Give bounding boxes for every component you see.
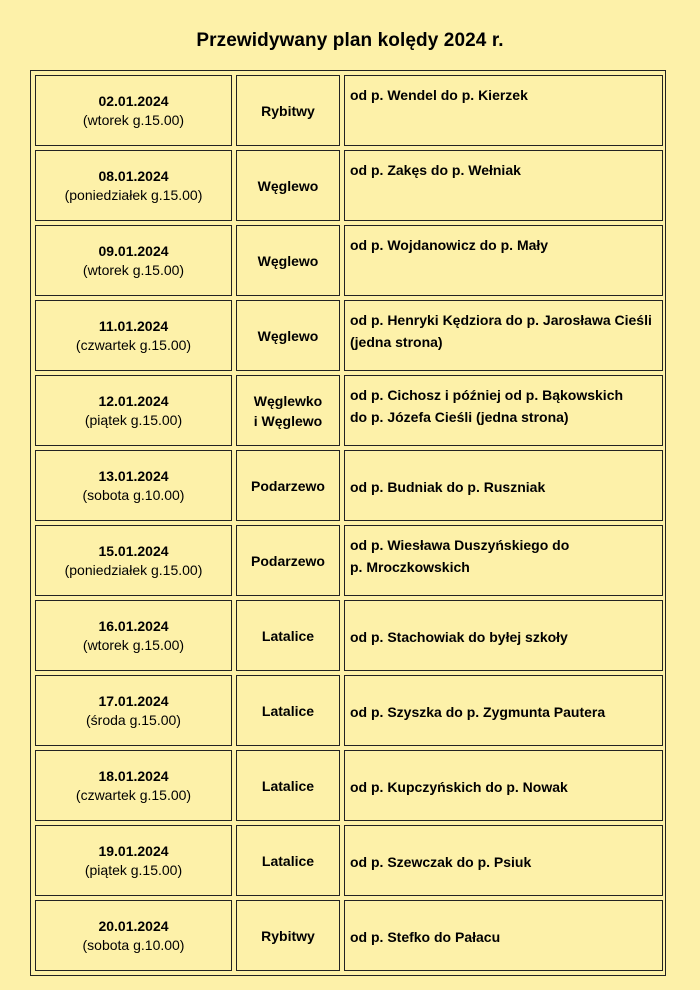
date-cell — [35, 75, 232, 146]
date-cell — [35, 675, 232, 746]
route-block — [350, 926, 658, 948]
place-block — [237, 776, 339, 796]
route-cell — [344, 75, 663, 146]
route-line: od p. Stachowiak do byłej szkoły — [350, 629, 568, 645]
route-line: do p. Józefa Cieśli (jedna strona) — [350, 409, 569, 425]
route-cell — [344, 150, 663, 221]
place-block — [237, 476, 339, 496]
place-name: Węglewo — [257, 252, 319, 269]
place-cell — [236, 450, 340, 521]
route-line: od p. Henryki Kędziora do p. Jarosława Cieśli — [350, 312, 652, 328]
date-block — [36, 692, 231, 730]
route-line: od p. Stefko do Pałacu — [350, 929, 501, 945]
visit-day-time: (sobota g.10.00) — [82, 486, 185, 503]
date-block — [36, 842, 231, 880]
place-block — [237, 551, 339, 571]
route-cell — [344, 900, 663, 971]
place-cell — [236, 675, 340, 746]
date-cell — [35, 225, 232, 296]
place-cell — [236, 375, 340, 446]
visit-date: 12.01.2024 — [98, 392, 169, 409]
route-cell — [344, 675, 663, 746]
visit-date: 19.01.2024 — [98, 842, 169, 859]
place-name: Podarzewo — [251, 477, 325, 494]
visit-date: 20.01.2024 — [98, 917, 169, 934]
route-line: od p. Wojdanowicz do p. Mały — [350, 237, 549, 253]
route-block — [350, 534, 658, 578]
place-block — [237, 391, 339, 431]
visit-date: 08.01.2024 — [98, 167, 169, 184]
visit-day-time: (piątek g.15.00) — [84, 861, 183, 878]
route-line: od p. Wiesława Duszyńskiego do — [350, 537, 570, 553]
place-cell — [236, 75, 340, 146]
place-name: Podarzewo — [251, 552, 325, 569]
route-cell — [344, 450, 663, 521]
place-block — [237, 176, 339, 196]
place-cell — [236, 225, 340, 296]
place-name: Węglewo — [257, 327, 319, 344]
place-name: Węglewko — [253, 392, 323, 409]
route-line: od p. Szewczak do p. Psiuk — [350, 854, 532, 870]
route-line: od p. Szyszka do p. Zygmunta Pautera — [350, 704, 606, 720]
date-block — [36, 167, 231, 205]
place-block — [237, 326, 339, 346]
route-cell — [344, 600, 663, 671]
route-cell — [344, 225, 663, 296]
route-cell — [344, 750, 663, 821]
route-block — [350, 851, 658, 873]
place-name: Latalice — [261, 852, 315, 869]
visit-date: 18.01.2024 — [98, 767, 169, 784]
date-cell — [35, 750, 232, 821]
visit-date: 17.01.2024 — [98, 692, 169, 709]
date-cell — [35, 150, 232, 221]
page-title: Przewidywany plan kolędy 2024 r. — [196, 30, 504, 51]
visit-date: 11.01.2024 — [98, 317, 169, 334]
place-name: Węglewo — [257, 177, 319, 194]
visit-day-time: (piątek g.15.00) — [84, 411, 183, 428]
place-cell — [236, 825, 340, 896]
place-cell — [236, 900, 340, 971]
date-block — [36, 542, 231, 580]
route-block — [350, 384, 658, 428]
date-cell — [35, 375, 232, 446]
date-block — [36, 617, 231, 655]
route-line: od p. Zakęs do p. Wełniak — [350, 162, 521, 178]
schedule-table — [30, 70, 666, 976]
route-cell — [344, 825, 663, 896]
route-line: od p. Wendel do p. Kierzek — [350, 87, 528, 103]
place-block — [237, 101, 339, 121]
place-name: Rybitwy — [261, 102, 315, 119]
date-block — [36, 467, 231, 505]
date-block — [36, 92, 231, 130]
route-block — [350, 701, 658, 723]
route-cell — [344, 525, 663, 596]
route-block — [350, 84, 658, 106]
route-block — [350, 234, 658, 256]
route-line: (jedna strona) — [350, 334, 443, 350]
route-block — [350, 159, 658, 181]
place-block — [237, 626, 339, 646]
visit-day-time: (sobota g.10.00) — [82, 936, 185, 953]
date-block — [36, 767, 231, 805]
place-name: Latalice — [261, 627, 315, 644]
visit-day-time: (czwartek g.15.00) — [75, 786, 192, 803]
place-block — [237, 851, 339, 871]
place-name: Rybitwy — [261, 927, 315, 944]
place-cell — [236, 150, 340, 221]
route-block — [350, 626, 658, 648]
route-cell — [344, 300, 663, 371]
route-line: od p. Budniak do p. Ruszniak — [350, 479, 546, 495]
date-cell — [35, 600, 232, 671]
date-block — [36, 242, 231, 280]
visit-day-time: (poniedziałek g.15.00) — [64, 186, 203, 203]
place-cell — [236, 600, 340, 671]
place-cell — [236, 525, 340, 596]
visit-day-time: (wtorek g.15.00) — [82, 111, 185, 128]
place-block — [237, 251, 339, 271]
route-block — [350, 309, 658, 353]
place-cell — [236, 750, 340, 821]
visit-day-time: (poniedziałek g.15.00) — [64, 561, 203, 578]
visit-date: 13.01.2024 — [98, 467, 169, 484]
date-cell — [35, 525, 232, 596]
date-block — [36, 917, 231, 955]
visit-date: 02.01.2024 — [98, 92, 169, 109]
visit-day-time: (czwartek g.15.00) — [75, 336, 192, 353]
place-block — [237, 701, 339, 721]
date-block — [36, 317, 231, 355]
place-block — [237, 926, 339, 946]
route-line: od p. Cichosz i później od p. Bąkowskich — [350, 387, 624, 403]
date-cell — [35, 900, 232, 971]
place-name: Latalice — [261, 702, 315, 719]
route-line: od p. Kupczyńskich do p. Nowak — [350, 779, 568, 795]
route-block — [350, 476, 658, 498]
date-block — [36, 392, 231, 430]
route-cell — [344, 375, 663, 446]
date-cell — [35, 450, 232, 521]
route-block — [350, 776, 658, 798]
place-name: Latalice — [261, 777, 315, 794]
date-cell — [35, 300, 232, 371]
visit-day-time: (środa g.15.00) — [86, 711, 181, 728]
place-cell — [236, 300, 340, 371]
visit-date: 16.01.2024 — [98, 617, 169, 634]
visit-day-time: (wtorek g.15.00) — [82, 261, 185, 278]
date-cell — [35, 825, 232, 896]
visit-date: 15.01.2024 — [98, 542, 169, 559]
visit-day-time: (wtorek g.15.00) — [82, 636, 185, 653]
place-name: i Węglewo — [253, 412, 323, 429]
route-line: p. Mroczkowskich — [350, 559, 470, 575]
visit-date: 09.01.2024 — [98, 242, 169, 259]
